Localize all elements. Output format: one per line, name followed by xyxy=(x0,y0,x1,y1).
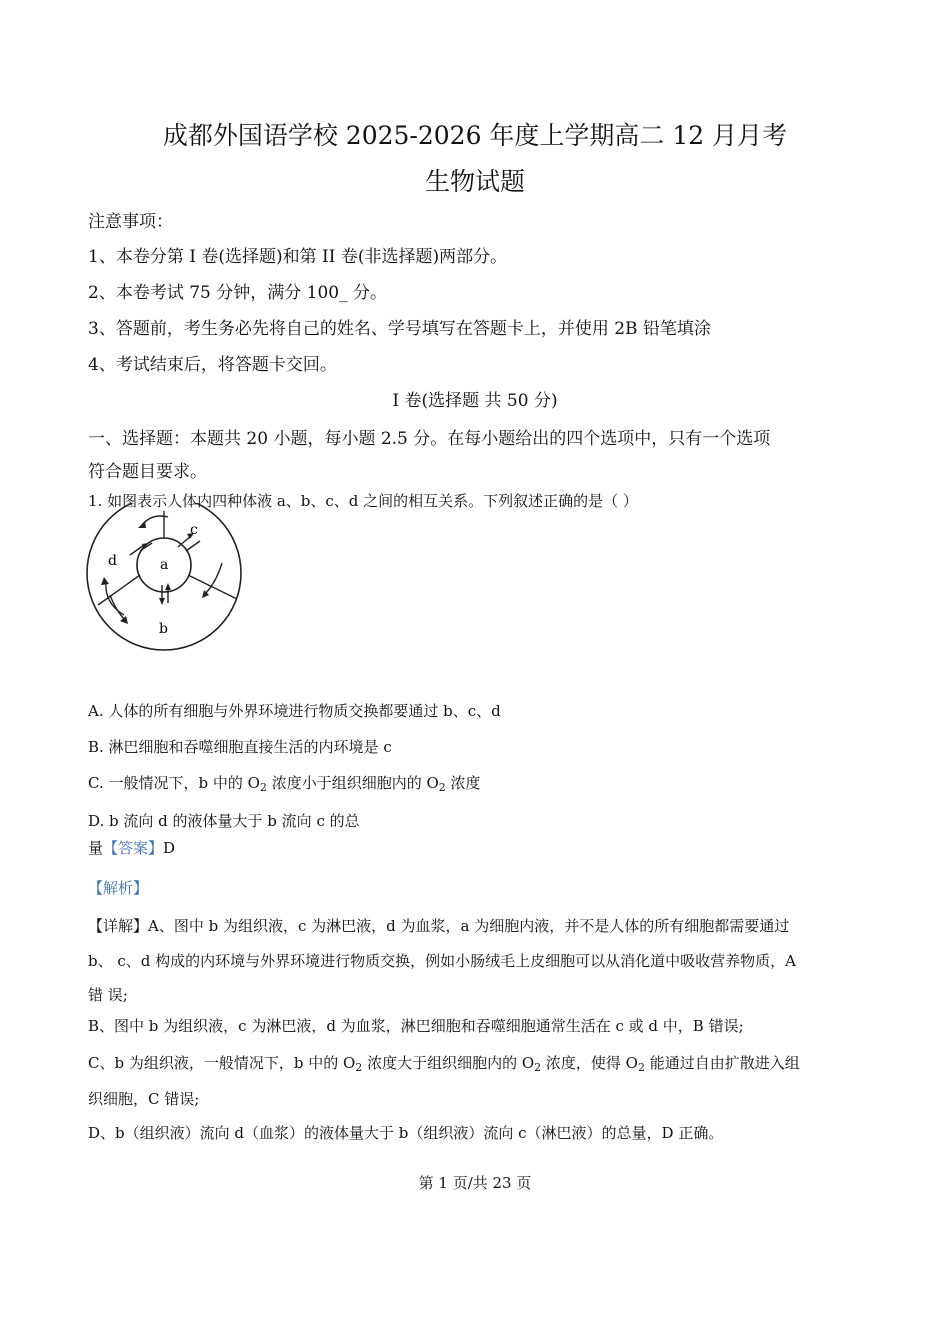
divider-right xyxy=(188,575,237,599)
label-d: d xyxy=(108,553,117,569)
notice-item-2: 2、本卷考试 75 分钟，满分 100_ 分。 xyxy=(88,283,388,303)
answer-value: D xyxy=(163,839,176,857)
arrow-head xyxy=(101,577,109,585)
arrow-head xyxy=(138,521,146,528)
page-footer: 第 1 页/共 23 页 xyxy=(418,1174,532,1192)
arrow-head xyxy=(159,598,165,605)
label-b: b xyxy=(159,621,168,637)
arrow-head xyxy=(120,616,128,624)
arrow-left-curve xyxy=(106,581,124,615)
arrow-head xyxy=(165,583,171,590)
exam-title: 成都外国语学校 2025-2026 年度上学期高二 12 月月考 xyxy=(162,121,788,150)
notice-heading: 注意事项： xyxy=(88,212,173,232)
analysis-detail-line1: 【详解】A、图中 b 为组织液，c 为淋巴液，d 为血浆，a 为细胞内液，并不是人体的所有细胞都需要通过 xyxy=(88,917,790,935)
option-a: A. 人体的所有细胞与外界环境进行物质交换都要通过 b、c、d xyxy=(88,702,501,720)
label-a: a xyxy=(160,557,169,573)
answer-line: 量【答案】D xyxy=(88,839,176,857)
arrow-c-a xyxy=(186,541,200,551)
analysis-detail-c-line2: 织细胞，C 错误; xyxy=(88,1090,200,1108)
notice-item-3: 3、答题前，考生务必先将自己的姓名、学号填写在答题卡上，并使用 2B 铅笔填涂 xyxy=(88,319,711,339)
section-intro-line2: 符合题目要求。 xyxy=(88,462,207,482)
question-1-stem: 1. 如图表示人体内四种体液 a、b、c、d 之间的相互关系。下列叙述正确的是（ ） xyxy=(88,492,638,510)
analysis-detail-line3: 错 误; xyxy=(88,986,128,1004)
label-c: c xyxy=(190,522,198,538)
section-title: I 卷(选择题 共 50 分) xyxy=(392,391,558,411)
option-d: D. b 流向 d 的液体量大于 b 流向 c 的总 xyxy=(88,812,360,830)
answer-label: 【答案】 xyxy=(103,839,164,857)
analysis-detail-b: B、图中 b 为组织液，c 为淋巴液，d 为血浆，淋巴细胞和吞噬细胞通常生活在 c 或 d 中，B 错误; xyxy=(88,1017,744,1035)
notice-item-4: 4、考试结束后，将答题卡交回。 xyxy=(88,355,337,375)
exam-subtitle: 生物试题 xyxy=(424,167,525,196)
analysis-detail-c: C、b 为组织液，一般情况下，b 中的 $O_2$ 浓度大于组织细胞内的 $O_2$ 浓度，使得 $O_2$ 能通过自由扩散进入组 xyxy=(88,1054,800,1074)
option-c: C. 一般情况下，b 中的 $O_2$ 浓度小于组织细胞内的 $O_2$ 浓度 xyxy=(88,774,481,794)
analysis-detail-d: D、b（组织液）流向 d（血浆）的液体量大于 b（组织液）流向 c（淋巴液）的总量，D 正确。 xyxy=(88,1124,724,1142)
option-b: B. 淋巴细胞和吞噬细胞直接生活的内环境是 c xyxy=(88,738,392,756)
body-fluid-diagram xyxy=(82,503,252,653)
analysis-detail-line2: b、 c、d 构成的内环境与外界环境进行物质交换，例如小肠绒毛上皮细胞可以从消化道中吸收营养物质，A xyxy=(88,952,796,970)
arrow-left-curve-2 xyxy=(110,595,126,621)
analysis-label: 【解析】 xyxy=(88,879,149,897)
notice-item-1: 1、本卷分第 I 卷(选择题)和第 II 卷(非选择题)两部分。 xyxy=(88,247,508,267)
section-intro-line1: 一、选择题：本题共 20 小题，每小题 2.5 分。在每小题给出的四个选项中，只有一个选项 xyxy=(88,429,771,449)
